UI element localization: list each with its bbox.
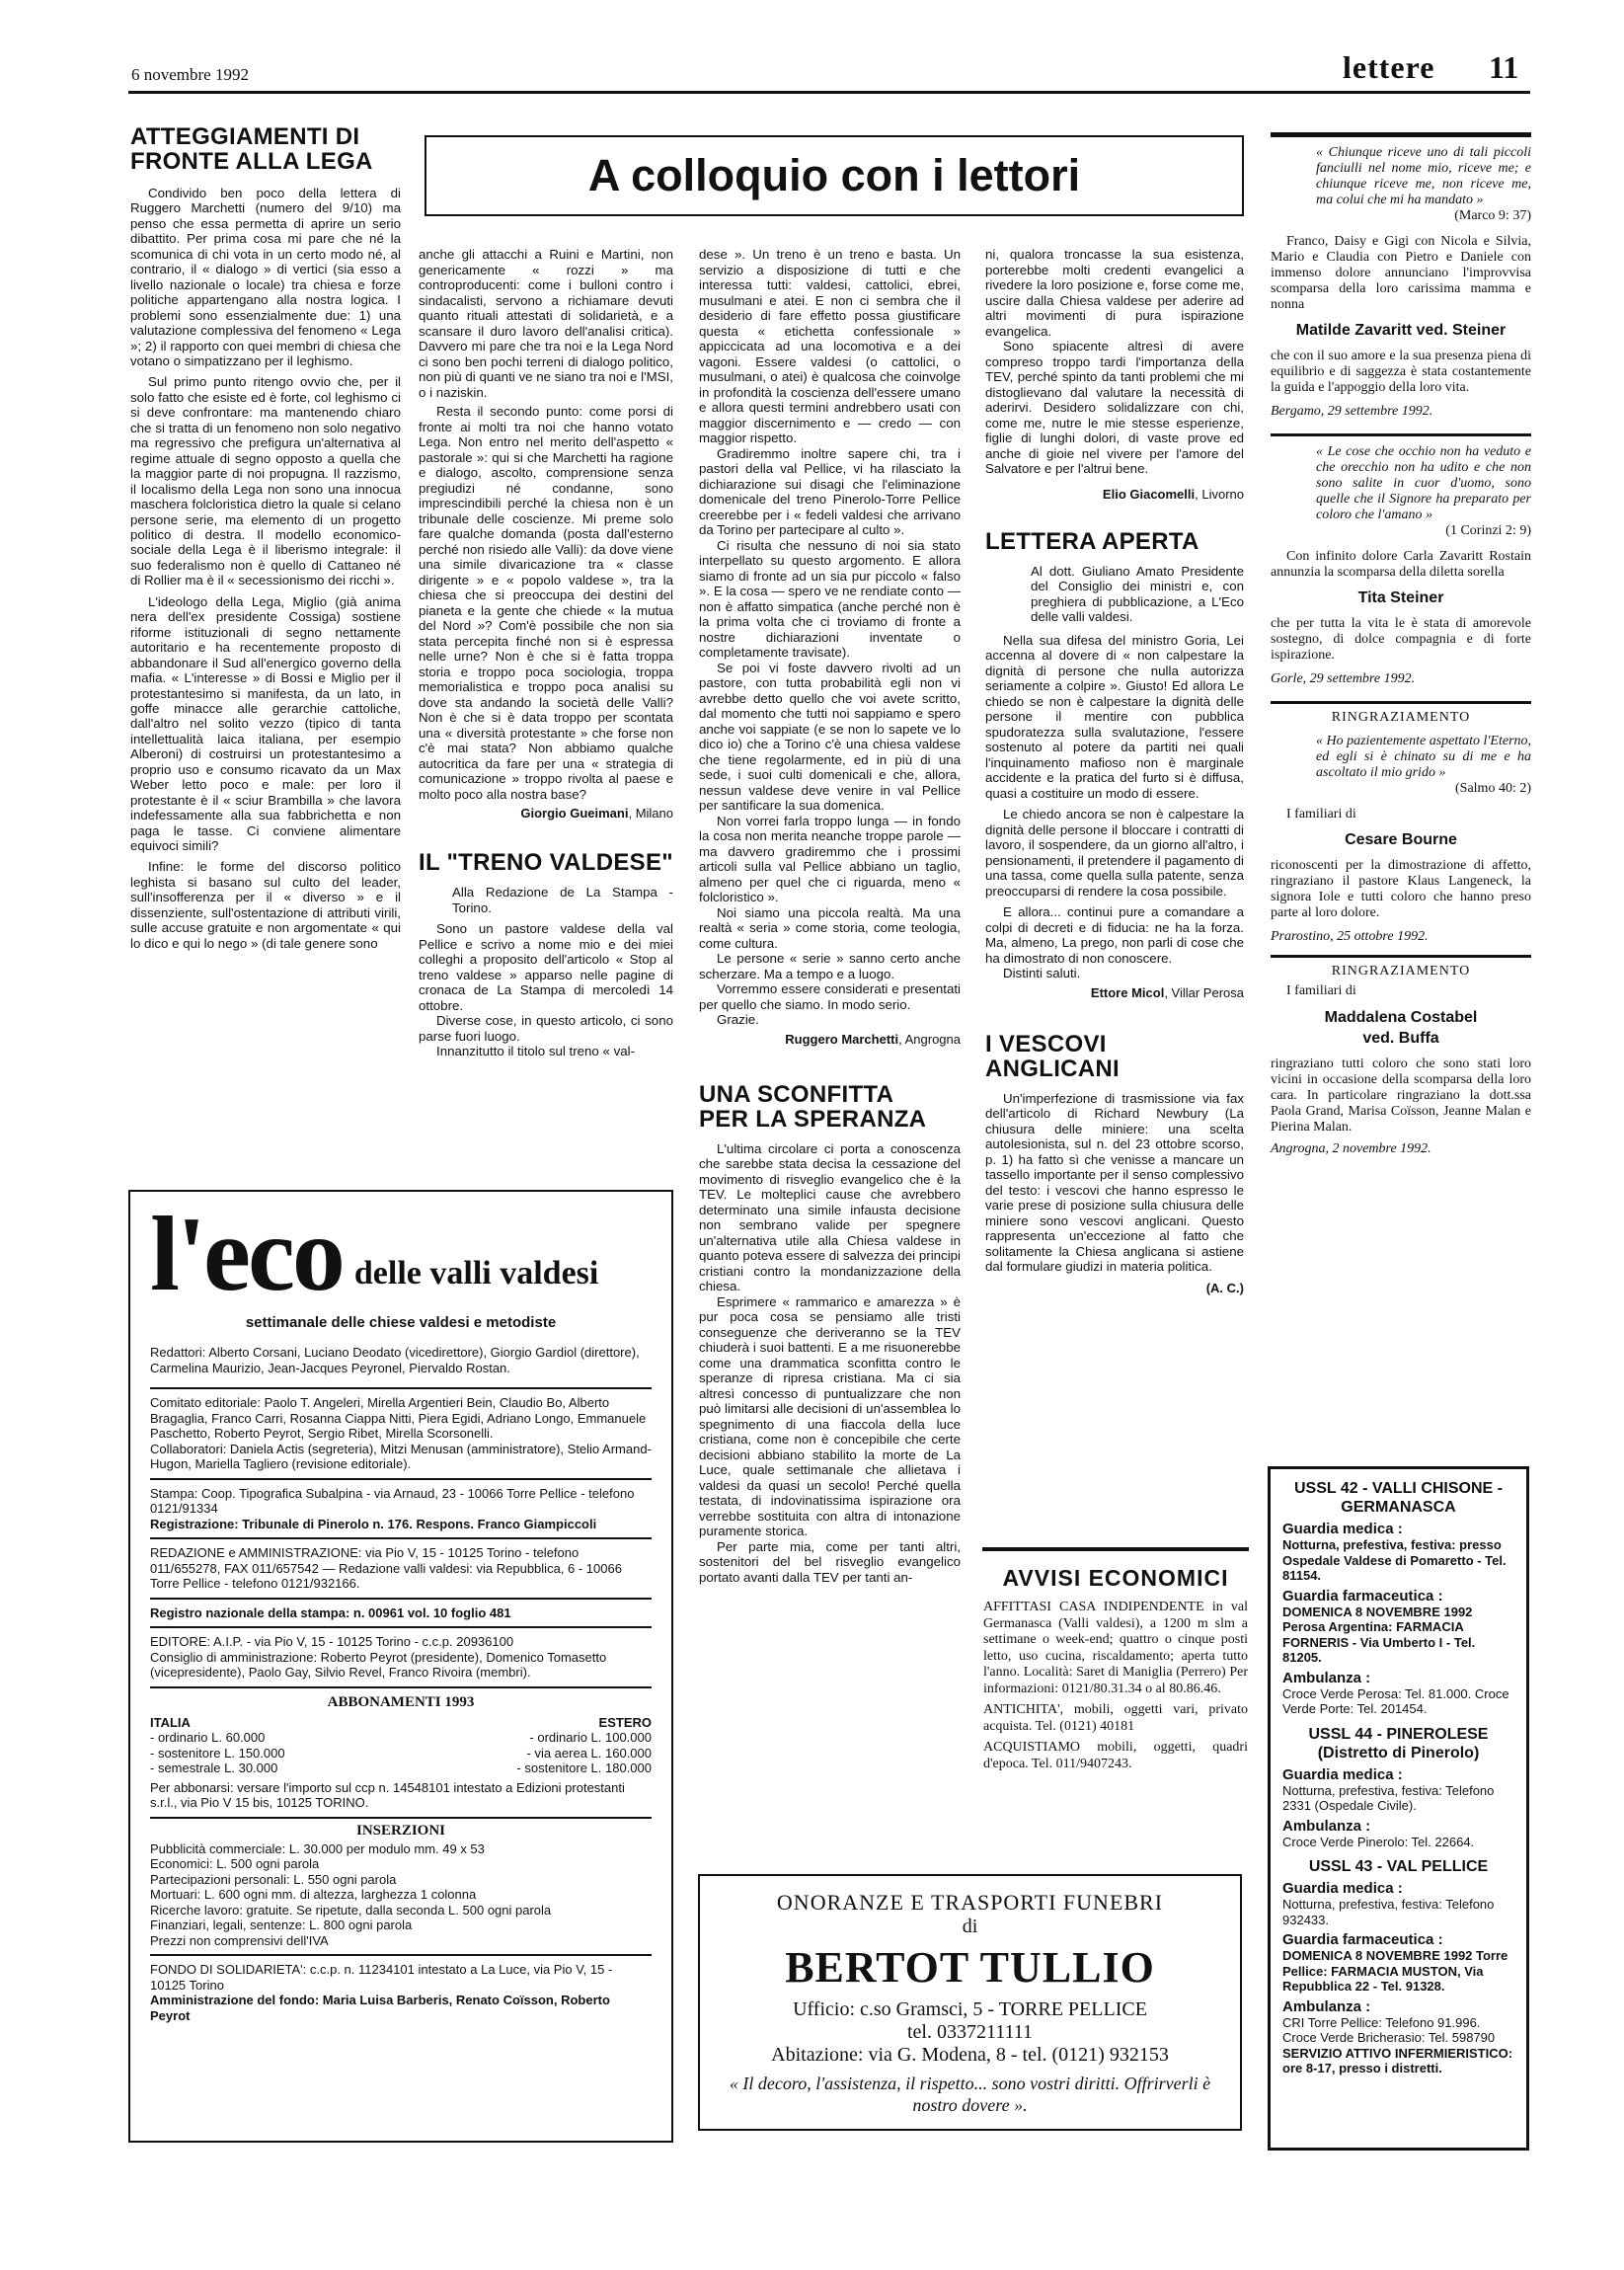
obituary-place-date: Gorle, 29 settembre 1992. [1271,671,1416,686]
obituary-quote: « Chiunque riceve uno di tali piccoli fanciulli nel nome mio, riceve me; e chiunque riceve me, non riceve me, ma colui che mi ha mandato » [1316,145,1531,207]
abbonamento-item: - via aerea L. 160.000 [526,1745,652,1761]
signature [985,985,1244,1000]
article-lega-title: ATTEGGIAMENTI DI FRONTE ALLA LEGA [130,123,373,175]
inserzione-item: Partecipazioni personali: L. 550 ogni parola [150,1871,397,1887]
ussl-text: DOMENICA 8 NOVEMBRE 1992 Torre Pellice: FARMACIA MUSTON, Via Repubblica 22 - Tel. 91328. [1282,1948,1508,1994]
obituary-quote: « Le cose che occhio non ha veduto e che orecchio non ha udito e che non sono salite in cuor d'uomo, sono quelle che il Signore ha preparato per coloro che l'amano » [1316,444,1531,522]
obituary-ref: (Salmo 40: 2) [1455,781,1531,796]
column-3 [699,247,961,1585]
paragraph: Per parte mia, come per tanti altri, sostenitori del bel risveglio evangelico portato avanti dalla TEV per tanti an- [699,1538,961,1585]
obituary-name: Maddalena Costabel ved. Buffa [1324,1009,1478,1047]
obituary-name: Tita Steiner [1357,589,1444,606]
masthead-editore: EDITORE: A.I.P. - via Pio V, 15 - 10125 Torino - c.c.p. 20936100 [150,1634,514,1649]
ussl-heading: Ambulanza : [1282,1669,1371,1686]
avviso-item: ANTICHITA', mobili, oggetti vari, privato acquista. Tel. (0121) 40181 [983,1702,1248,1734]
inserzioni-title: INSERZIONI [355,1822,446,1839]
paragraph: Esprimere « rammarico e amarezza » è pur poca cosa se pensiamo alle tristi conseguenze che deriveranno se la TEV chiuderà i suoi battenti. E a me risuonerebbe come una drammatica sconfitta contro le speranze di ripresa cristiana. Ma ci sia altresì concesso di puntualizzare che non può limitarsi alle decisioni di un'assemblea lo spegnimento di una fiaccola della luce cristiana, come non è concepibile che certe decisioni abbiano stabilito la morte de La Luce, quale settimanale che allietava i valdesi da quasi un secolo! Perché quella testata, di indovinatissima ispirazione ora verrebbe sostituita con altra di intonazione puramente storica. [699,1293,961,1538]
address: Alla Redazione de La Stampa - Torino. [452,885,673,915]
obituary-place-date: Angrogna, 2 novembre 1992. [1271,1141,1431,1156]
obituaries-column [1271,132,1531,1157]
ussl-text: Croce Verde Pinerolo: Tel. 22664. [1282,1834,1475,1849]
signature-name: Elio Giacomelli [1102,486,1196,502]
signature-name: Ettore Micol [1090,984,1165,1000]
masthead-logo: l'eco [150,1196,343,1313]
paragraph: L'ultima circolare ci porta a conoscenza che sarebbe stata decisa la cessazione del movimento di risveglio evangelico che è la TEV. Le molteplici cause che avrebbero determinato una simile infausta decisione non sembrano valide per spegnere un'alternativa utile alla Chiesa valdese in quanto poteva essere di salvezza dei principi cristiani contro la mondanizzazione della chiesa. [699,1140,961,1293]
ussl-text: DOMENICA 8 NOVEMBRE 1992 Perosa Argentina: FARMACIA FORNERIS - Via Umberto I - Tel. 81205. [1282,1604,1476,1665]
paragraph: L'ideologo della Lega, Miglio (già anima nera dell'ex presidente Cossiga) sostiene riforme istituzionali di segno nettamente autoritario e ha recentemente proposto di abbandonare il Sud all'energico governo della mafia. « L'interesse » di Bossi e Miglio per il protestantesimo si manifesta, da un lato, in goffe minacce alle gerarchie cattoliche, dall'altro nel solito vezzo (tipico di tanta intellettualità laica italiana, per esempio Alberoni) di costruirsi un protestantesimo a proprio uso e consumo ricavato da un Max Weber letto poco e male: per loro il protestante è il « sciur Brambilla » che lavora indefessamente alla sua fabbrichetta e non paga le tasse. Ci conviene alimentare equivoci simili? [130,593,401,854]
abbonamento-item: - sostenitore L. 180.000 [516,1761,652,1775]
paragraph: Condivido ben poco della lettera di Ruggero Marchetti (numero del 9/10) ma penso che essa permetta di aprire un serio dibattito. Per prima cosa mi pare che né la scomunica di chi vota in un certo modo né, al contrario, il « dialogo » di vertici (sia esso a livello nazionale o locale) tra chiesa e forze politiche appartengano alla nostra logica. I problemi sono essenzialmente due: 1) una valutazione complessiva del fenomeno « Lega »; 2) il rapporto con quei membri di chiesa che votano o simpatizzano per il leghismo. [130,186,401,368]
inserzione-item: Ricerche lavoro: gratuite. Se ripetute, dalla seconda L. 500 ogni parola [150,1902,552,1918]
abbonamenti-italia-label: ITALIA [150,1714,191,1730]
paragraph: Le persone « serie » sanno certo anche scherzare. Ma a tempo e a luogo. [699,951,961,981]
paragraph: Ci risulta che nessuno di noi sia stato interpellato su questo argomento. E allora siamo di fronte ad un sia pur piccolo « falso ». E la cosa — spero ve ne rendiate conto — non è affatto simpatica (anche perché non è la prima volta che ci troviamo di fronte a nostre dichiarazioni inventate o completamente travisate). [699,537,961,660]
paragraph: Infine: le forme del discorso politico leghista si basano sul culto del leader, sull'insofferenza per il « diverso » e il dissenziente, sull'ostentazione di attributi virili, sulle accuse gratuite e non argomentate « qui lo dico e qui lo nego » (di tale genere sono [130,859,401,951]
avvisi-section [983,1565,1248,1772]
paragraph: Noi siamo una piccola realtà. Ma una realtà « seria » come storia, come teologia, come cultura. [699,904,961,951]
masthead-redattori: Redattori: Alberto Corsani, Luciano Deodato (vicedirettore), Giorgio Gardiol (direttore), Carmelina Maurizio, Jean-Jacques Peyronel, Piervaldo Rostan. [150,1345,640,1375]
masthead-box [128,1190,673,2143]
inserzione-item: Prezzi non comprensivi dell'IVA [150,1932,329,1948]
paragraph: Diverse cose, in questo articolo, ci sono parse fuori luogo. [419,1013,673,1044]
signature [985,487,1244,502]
paragraph: Innanzitutto il titolo sul treno « val- [436,1044,636,1058]
paragraph: dese ». Un treno è un treno e basta. Un servizio a disposizione di tutti e che interessa tutti: valdesi, cattolici, ebrei, musulmani e atei. E non ci sembra che il desiderio di fare effetto possa giustificare questa « etichetta confessionale » appiccicata ad una locomotiva e a dei vagoni. Essere valdesi (o cattolici, o musulmani, o atei) è qualcosa che coinvolge in profondità la coscienza dell'essere umano e allora questi termini andrebbero usati con maggior discernimento e — credo — con maggior rispetto. [699,247,961,445]
ussl-text: Croce Verde Perosa: Tel. 81.000. Croce Verde Porte: Tel. 201454. [1282,1685,1509,1716]
obituary-ref: (Marco 9: 37) [1454,208,1531,223]
ussl-heading: Guardia medica : [1282,1521,1403,1537]
obituary-place-date: Prarostino, 25 ottobre 1992. [1271,929,1429,944]
masthead-registrazione: Registrazione: Tribunale di Pinerolo n. 176. Respons. Franco Giampiccoli [150,1516,597,1531]
signature-place: , Angrogna [898,1031,961,1047]
ussl-servizio: SERVIZIO ATTIVO INFERMIERISTICO: ore 8-17, presso i distretti. [1282,2045,1513,2075]
paragraph: Grazie. [717,1012,759,1027]
article-lettera-title: LETTERA APERTA [985,527,1199,555]
masthead-fondo: FONDO DI SOLIDARIETA': c.c.p. n. 11234101 intestato a La Luce, via Pio V, 15 - 10125 Torino [150,1962,613,1993]
header-rule [128,91,1530,94]
funebri-tel: tel. 0337211111 [906,2021,1034,2043]
abbonamento-item: - ordinario L. 60.000 [150,1730,266,1745]
signature-place: , Milano [628,806,673,821]
funebri-heading: ONORANZE E TRASPORTI FUNEBRI [776,1890,1164,1915]
funebri-name: BERTOT TULLIO [785,1943,1155,1992]
paragraph: Nella sua difesa del ministro Goria, Lei accenna al dovere di « non calpestare la dignità di persone che nulla autorizza seriamente a colpire ». Giusto! Ed allora Le chiedo se non è calpestare la dignità delle persone il mentire con pubblica spudoratezza sulla svalutazione, l'essere sostenuto al potere da partiti nei quali l'inquinamento mafioso non è marginale accidente e la pratica del furto si è diffusa, quasi a costituire un modo di essere. [985,632,1244,801]
section-title: lettere [1343,49,1435,85]
article-vescovi-title: I VESCOVI ANGLICANI [985,1030,1121,1082]
abbonamento-item: - ordinario L. 100.000 [529,1730,652,1745]
ussl-text: Notturna, prefestiva, festiva: Telefono 932433. [1282,1897,1495,1927]
article-sconfitta-title: UNA SCONFITTA PER LA SPERANZA [699,1080,927,1133]
column-2 [419,247,673,1059]
signature [699,1032,961,1047]
paragraph: Le chiedo ancora se non è calpestare la dignità delle persone il bloccare i contratti di lavoro, il sospendere, da un giorno all'altro, i pensionamenti, il pretendere il pagamento di una tassa, come quella sulla patente, senza preoccuparsi di rendere la cosa possibile. [985,807,1244,899]
column-4 [985,247,1244,1295]
address: Al dott. Giuliano Amato Presidente del Consiglio dei ministri e, con preghiera di pubblicazione, a L'Eco delle valli valdesi. [1031,563,1244,624]
masthead-subtitle: settimanale delle chiese valdesi e metodiste [245,1314,557,1331]
signature-name: Ruggero Marchetti [785,1031,899,1047]
ussl-heading: Guardia medica : [1282,1880,1403,1897]
obituary-quote: « Ho pazientemente aspettato l'Eterno, ed egli si è chinato su di me e ha ascoltato il mio grido » [1316,734,1532,780]
ussl-heading: Guardia medica : [1282,1765,1403,1783]
inserzione-item: Finanziari, legali, sentenze: L. 800 ogni parola [150,1918,413,1932]
paragraph: anche gli attacchi a Ruini e Martini, non genericamente « rozzi » ma controproducenti: come i bulloni contro i sindacalisti, servono a richiamare devuti quanto rituali attestati di solidarietà, e a scansare il duro lavoro dell'analisi critica). Davvero mi pare che tra noi e la Lega Nord ci sono ben pochi terreni di dialogo politico, non più di quanti ve ne siano tra noi e l'MSI, o i naziskin. [419,247,673,400]
masthead-fondo-amministrazione: Amministrazione del fondo: Maria Luisa Barberis, Renato Coïsson, Roberto Peyrot [150,1993,610,2023]
paragraph: Sono spiacente altresì di avere compreso troppo tardi l'importanza della TEV, perché spinto da tanti problemi che mi distoglievano dal valutare la necessità di aderirvi. Desidero solidalizzare con chi, come me, nutre le mie stesse esperienze, figlie di lunghi dolori, di vaste prove ed anche di gioie nel vivere per l'amore del Salvatore e per l'altrui bene. [985,339,1244,476]
avvisi-title: AVVISI ECONOMICI [1002,1565,1229,1591]
masthead-collaboratori: Collaboratori: Daniela Actis (segreteria), Mitzi Menusan (amministratore), Stelio Armand-Hugon, Mariella Tagliero (revisione editoriale). [150,1441,652,1471]
obituary-heading: RINGRAZIAMENTO [1331,710,1471,725]
abbonamento-item: - semestrale L. 30.000 [150,1761,278,1775]
masthead-comitato: Comitato editoriale: Paolo T. Angeleri, Mirella Argentieri Bein, Claudio Bo, Alberto Bragaglia, Franco Carri, Rosanna Ciappa Nitti, Piera Egidi, Adriano Longo, Emmanuele Paschetto, Roberto Peyrot, Sergio Ribet, Mirella Scorsonelli. [150,1395,647,1441]
ussl-text: Notturna, prefestiva, festiva: presso Ospedale Valdese di Pomaretto - Tel. 81154. [1282,1537,1507,1583]
page-number: 11 [1489,49,1519,85]
obituary-text: che per tutta la vita le è stata di amorevole sostegno, di dolce compagnia e di forte ispirazione. [1271,616,1531,663]
signature: (A. C.) [1205,1280,1244,1295]
funebri-motto: « Il decoro, l'assistenza, il rispetto... sono vostri diritti. Offrirverli è nostro dovere ». [729,2074,1211,2115]
abbonamenti-estero-label: ESTERO [598,1714,652,1730]
paragraph: Un'imperfezione di trasmissione via fax dell'articolo di Richard Newbury (La chiusura delle miniere: una scelta autolesionista, sul n. del 23 ottobre scorso, p. 1) ha fatto sì che venisse a mancare un tassello importante per il senso complessivo del testo: i vescovi che hanno espresso le varie prese di posizione sulla chiusura delle miniere sono vescovi anglicani. Questo rappresenta un'eccezione al fatto che solitamente la Chiesa anglicana si astiene dal formulare giudizi in materia politica. [985,1090,1244,1274]
obituary-place-date: Bergamo, 29 settembre 1992. [1271,404,1433,419]
obituary-name: Matilde Zavaritt ved. Steiner [1295,322,1507,339]
obituary-name: Cesare Bourne [1345,831,1457,848]
ussl-42-title: USSL 42 - VALLI CHISONE - GERMANASCA [1294,1480,1503,1516]
ussl-heading: Ambulanza : [1282,1817,1371,1835]
obituary-text: che con il suo amore e la sua presenza piena di equilibrio e di saggezza è stata costantemente la guida e l'appoggio della loro vita. [1271,349,1531,395]
masthead-consiglio: Consiglio di amministrazione: Roberto Peyrot (presidente), Domenico Tomasetto (vicepresidente), Paolo Gay, Silvio Revel, Franco Rivoira (membri). [150,1649,607,1680]
obituary-text: ringraziano tutti coloro che sono stati loro vicini in occasione della scomparsa della loro cara. In particolare ringraziano la dott.ssa Paola Grand, Marisa Coïsson, Jeanne Malan e Pierina Malan. [1271,1057,1531,1135]
ussl-heading: Guardia farmaceutica : [1282,1587,1443,1605]
funebri-abitazione: Abitazione: via G. Modena, 8 - tel. (0121) 932153 [771,2044,1169,2066]
ussl-text: Notturna, prefestiva, festiva: Telefono 2331 (Ospedale Civile). [1282,1782,1495,1813]
ussl-43-title: USSL 43 - VAL PELLICE [1308,1858,1489,1875]
ussl-heading: Ambulanza : [1282,1997,1371,2015]
inserzione-item: Mortuari: L. 600 ogni mm. di altezza, larghezza 1 colonna [150,1887,477,1902]
masthead-versamento: Per abbonarsi: versare l'importo sul ccp n. 14548101 intestato a Edizioni protestanti s.r.l., via Pio V 15 bis, 10125 TORINO. [150,1779,625,1810]
avviso-item: AFFITTASI CASA INDIPENDENTE in val Germanasca (Valli valdesi), a 1200 m slm a settimane o week-end; quattro o cinque posti letto, uso cucina, riscaldamento; aperta tutto l'anno. Località: Saret di Maniglia (Perrero) Per informazioni: 0121/80.31.34 o al 80.86.46. [983,1600,1248,1696]
paragraph: Resta il secondo punto: come porsi di fronte ai molti tra noi che hanno votato Lega. Non entro nel merito dell'aspetto « pastorale »: qui si che Marchetti ha ragione e dialogo, ascolto, comprensione senza pregiudizi né condanne, sono imprescindibili perché la chiesa non è un tribunale delle coscienze. Mi preme solo fare qualche domanda (posta dall'esterno perché non risiedo alle Valli): da dove viene una simile divaricazione tra « classe dirigente » e « popolo valdese », tra la chiesa che si preoccupa dei destini del pianeta e la gente che chiede « la mutua del Nord »? Com'è possibile che non sia stata percepita finché non si è espressa nelle urne? Non è che si è fatta troppa storia e troppo poca sociologia, troppa memorialistica e troppo poca analisi su dove sta andando la società delle Valli? Non è che si è data troppo per scontata una « diversità protestante » che forse non c'è mai stata? Non abbiamo qualche autocritica da fare per una « strategia di comunicazione » troppo rivolta al paese e molto poco alla nostra base? [419,404,673,802]
obituary-text: I familiari di [1286,807,1356,822]
banner-box [425,135,1244,216]
avviso-item: ACQUISTIAMO mobili, oggetti, quadri d'epoca. Tel. 011/9407243. [983,1740,1248,1771]
masthead-redazione: REDAZIONE e AMMINISTRAZIONE: via Pio V, 15 - 10125 Torino - telefono 011/655278, FAX 011/657542 — Redazione valli valdesi: via Repubblica, 6 - 10066 Torre Pellice - telefono 0121/932166. [150,1545,622,1591]
paragraph: Sono un pastore valdese della val Pellice e scrivo a nome mio e dei miei colleghi a proposito dell'articolo « Stop al treno valdese » apparso nelle pagine di cronaca de La Stampa di mercoledì 14 ottobre. [419,921,673,1013]
signature-name: Giorgio Gueimani [520,806,629,821]
obituary-heading: RINGRAZIAMENTO [1331,964,1471,978]
article-lega-col1 [130,124,401,951]
masthead-registro: Registro nazionale della stampa: n. 00961 vol. 10 foglio 481 [150,1605,511,1620]
paragraph: E allora... continui pure a comandare a colpi di decreti e di fiducia: ne ha la forza. Ma, almeno, La prego, non parli di cose che ha dimostrato di non conoscere. [985,904,1244,966]
abbonamento-item: - sostenitore L. 150.000 [150,1745,285,1761]
ussl-heading: Guardia farmaceutica : [1282,1931,1443,1948]
funebri-di: di [962,1916,978,1937]
paragraph: Gradiremmo inoltre sapere chi, tra i pastori della val Pellice, vi ha rilasciato la dichiarazione sui disagi che l'eliminazione domenicale del treno Pinerolo-Torre Pellice creerebbe per i « fedeli valdesi che arrivano da Torino per partecipare al culto ». [699,445,961,537]
paragraph: Se poi vi foste davvero rivolti ad un pastore, con tutta probabilità egli non vi avrebbe detto quello che voi avete scritto, dal momento che tutti noi sappiamo e spero anche voi sappiate (e se non lo sapete ve lo dico io) che a Torino c'è una chiesa valdese che tiene regolarmente, ed in più di una sede, i suoi culti domenicali e che, allora, nessun valdese deve venire in val Pellice per santificare la sua domenica. [699,660,961,813]
page-date: 6 novembre 1992 [131,65,249,84]
paragraph: ni, qualora troncasse la sua esistenza, porterebbe molti credenti evangelici a rivedere la loro posizione e, forse come me, uscire dalla Chiesa valdese per aderire ad altri movimenti di pura ispirazione evangelica. [985,247,1244,339]
signature [419,806,673,821]
signature-place: , Villar Perosa [1164,984,1244,1000]
masthead-logo-small: delle valli valdesi [353,1255,599,1292]
paragraph: Distinti saluti. [1003,966,1081,980]
abbonamenti-title: ABBONAMENTI 1993 [327,1693,475,1710]
obituary-text: Con infinito dolore Carla Zavaritt Rostain annunzia la scomparsa della diletta sorella [1271,549,1531,580]
paragraph: Sul primo punto ritengo ovvio che, per il solo fatto che esiste ed è forte, col leghismo ci si deve confrontare: ma mantenendo chiaro che si tratta di un fenomeno non solo negativo ma regressivo che prefigura un'alternativa al regime attuale di segno opposto a quella che la maggior parte di noi propugna. Il razzismo, il localismo della Lega non sono una innocua maschera folcloristica dietro la quale si celano persone serie, ma elemento di un progetto politico di destra. Il modello economico-sociale della Lega è il liberismo integrale: il suo federalismo non è quello di Cattaneo né di Rollier ma è il « secessionismo dei ricchi ». [130,374,401,588]
obituary-ref: (1 Corinzi 2: 9) [1445,523,1531,538]
banner-title: A colloquio con i lettori [587,150,1081,200]
masthead-stampa: Stampa: Coop. Tipografica Subalpina - via Arnaud, 23 - 10066 Torre Pellice - telefono 0121/91334 [150,1485,635,1516]
paragraph: Vorremmo essere considerati e presentati per quello che siamo. In modo serio. [699,981,961,1012]
inserzione-item: Pubblicità commerciale: L. 30.000 per modulo mm. 49 x 53 [150,1840,485,1856]
avvisi-top-rule [982,1547,1249,1551]
obituary-text: I familiari di [1286,983,1356,998]
ussl-44-title: USSL 44 - PINEROLESE (Distretto di Pinerolo) [1308,1725,1489,1761]
ussl-text: CRI Torre Pellice: Telefono 91.996. Croce Verde Bricherasio: Tel. 598790 [1282,2014,1496,2045]
article-treno-title: IL "TRENO VALDESE" [419,849,673,876]
funebri-box [698,1874,1242,2131]
obituary-text: riconoscenti per la dimostrazione di affetto, ringraziano il pastore Klaus Langeneck, la signora Iole e tutti coloro che hanno preso parte al loro dolore. [1271,858,1531,920]
obituary-text: Franco, Daisy e Gigi con Nicola e Silvia, Mario e Claudia con Pietro e Daniele con immenso dolore annunciano l'improvvisa scomparsa della loro carissima mamma e nonna [1271,234,1531,312]
inserzione-item: Economici: L. 500 ogni parola [150,1856,320,1871]
funebri-ufficio: Ufficio: c.so Gramsci, 5 - TORRE PELLICE [793,1998,1147,2020]
signature-place: , Livorno [1195,486,1244,502]
paragraph: Non vorrei farla troppo lunga — in fondo la cosa non merita neanche troppe parole — ma davvero gradiremmo che i prossimi articoli sulla val Pellice abbiano un taglio, almeno per quel che ci riguarda, meno « folcloristico ». [699,813,961,904]
ussl-box [1268,1466,1529,2151]
